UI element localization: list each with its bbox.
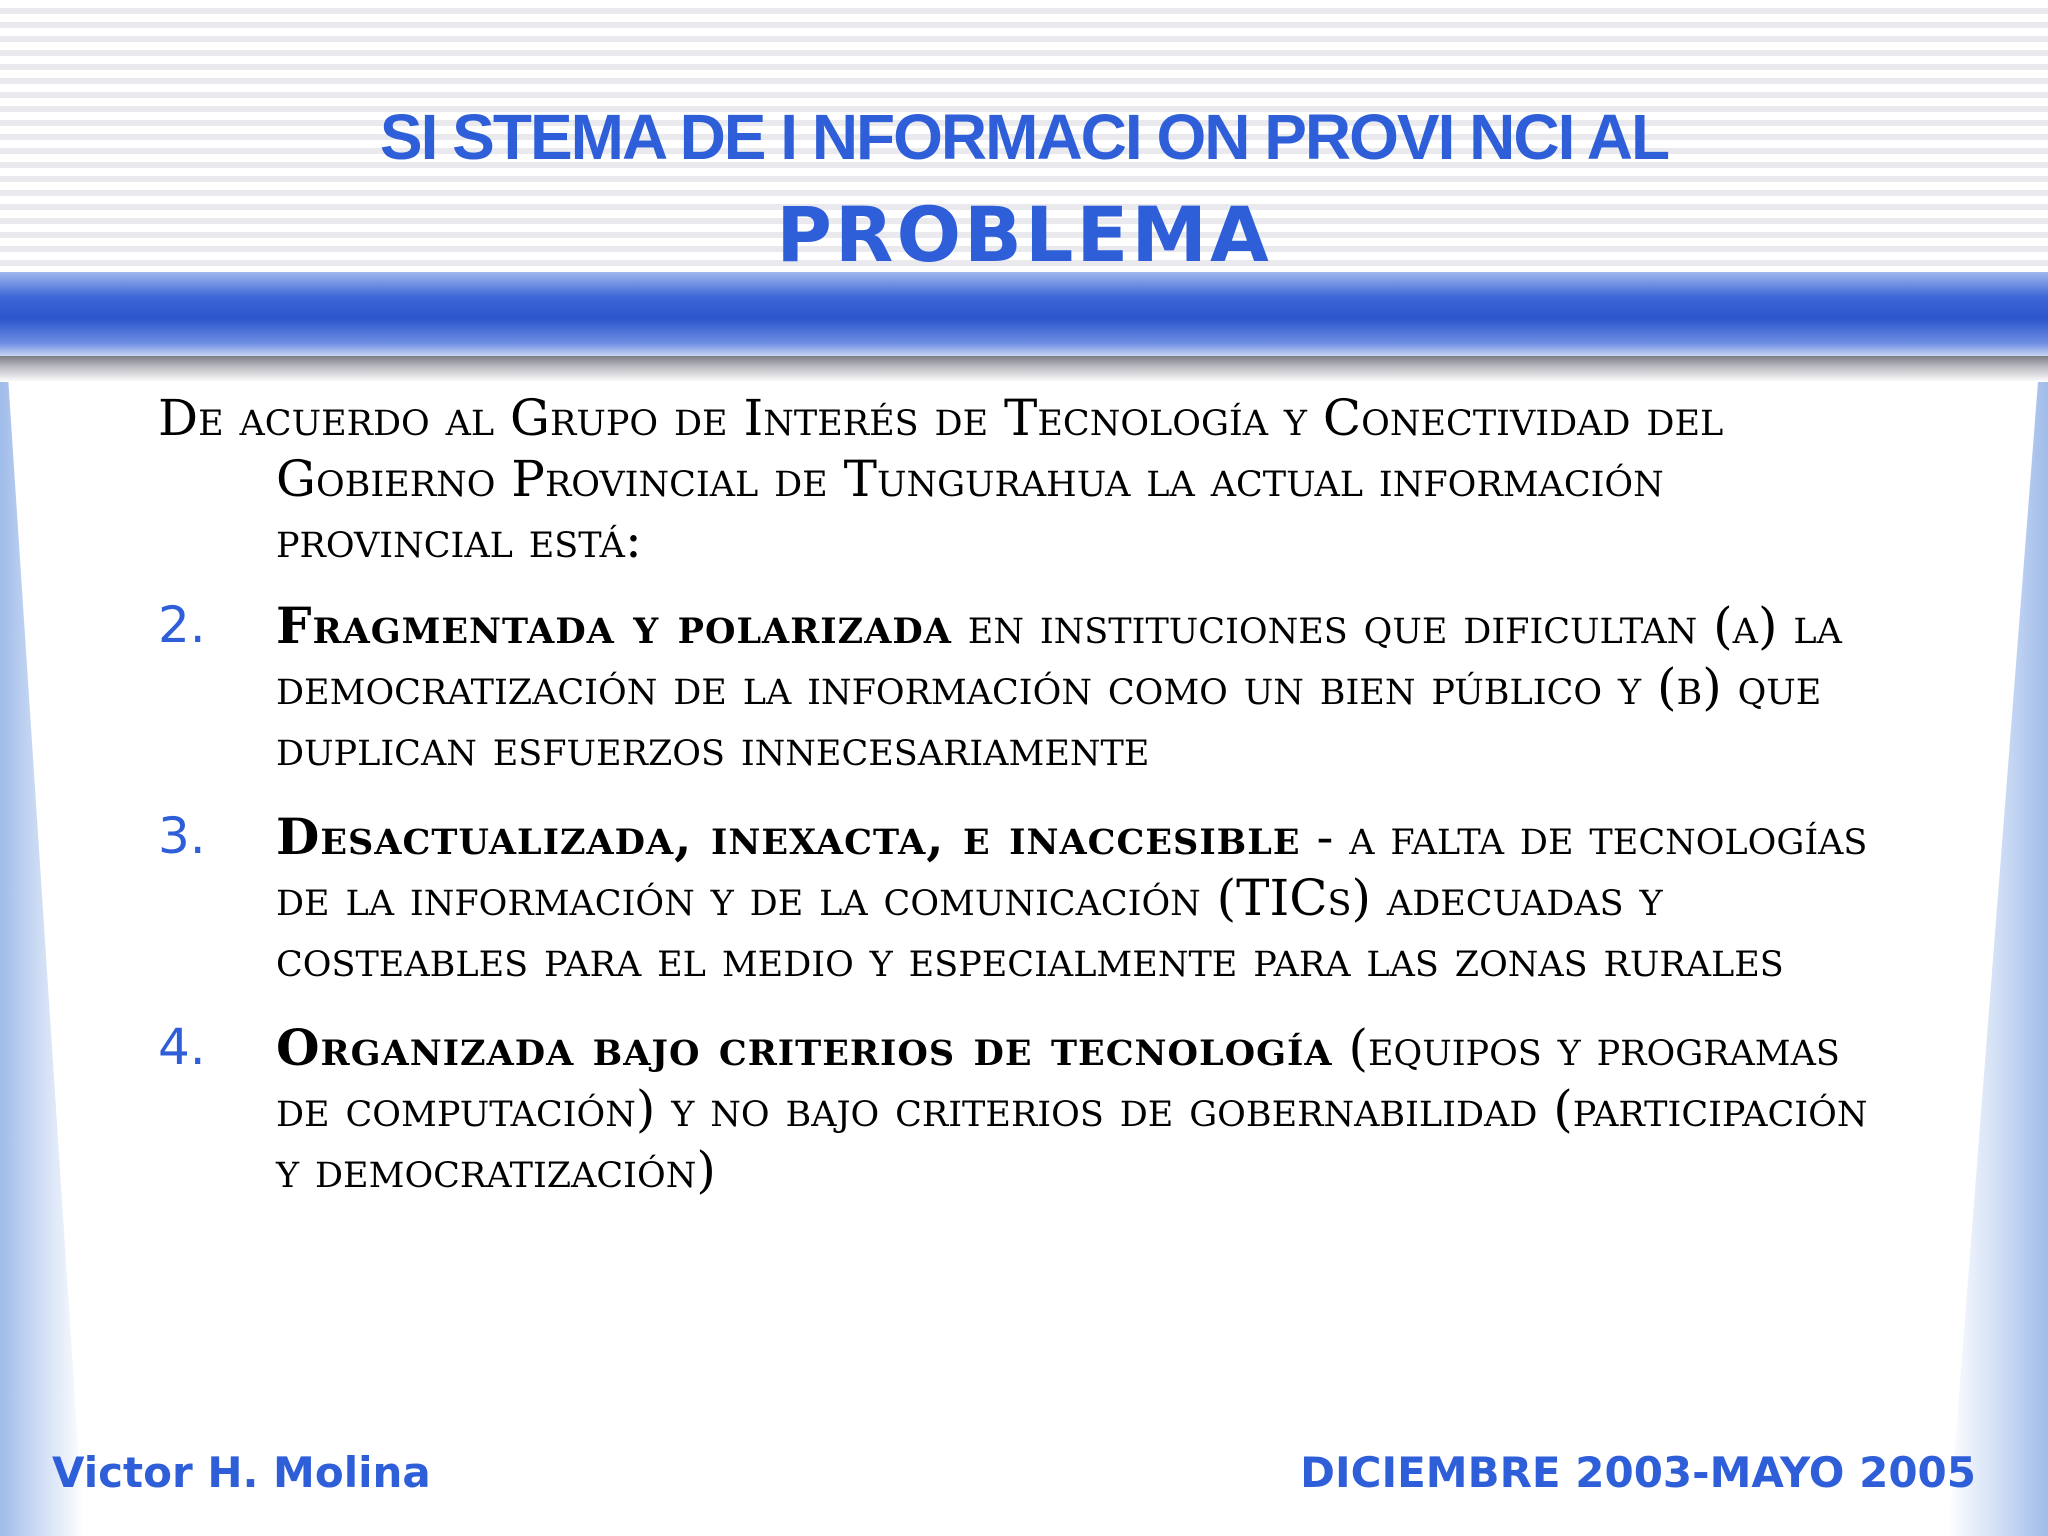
right-decorative-panel: [1948, 382, 2048, 1536]
left-decorative-panel: [0, 382, 84, 1536]
header-blue-bar: [0, 272, 2048, 356]
list-item: [158, 595, 1888, 779]
footer-author: Victor H. Molina: [52, 1448, 431, 1497]
list-item-number: 4.: [158, 1018, 206, 1076]
list-item-heading: Desactualizada, inexacta, e inaccesible: [276, 807, 1301, 866]
slide-subtitle: PROBLEMA: [776, 190, 1272, 279]
list-item-number: 2.: [158, 596, 206, 654]
list-item-number: 3.: [158, 807, 206, 865]
list-item: [158, 1017, 1888, 1201]
list-item-text: en instituciones que dificultan (a) la democratización de la información como un bien público y (b) que duplican esfuerzos innecesariamente: [276, 597, 1842, 777]
list-item-heading: Organizada bajo criterios de tecnología: [276, 1018, 1333, 1077]
slide-body: [158, 388, 1888, 1228]
list-item-text: (equipos y programas de computación) y no bajo criterios de gobernabilidad (participación y democratización): [276, 1019, 1868, 1199]
list-item-heading: Fragmentada y polarizada: [276, 596, 952, 655]
slide-title: SI STEMA DE I NFORMACI ON PROVI NCI AL: [379, 101, 1669, 173]
list-item-text: - a falta de tecnologías de la información y de la comunicación (TICs) adecuadas y costeables para el medio y especialmente para las zonas rurales: [276, 808, 1868, 988]
list-item: [158, 806, 1888, 990]
intro-paragraph: De acuerdo al Grupo de Interés de Tecnología y Conectividad del Gobierno Provincial de Tungurahua la actual información provincial está:: [158, 389, 1724, 569]
footer-date: DICIEMBRE 2003-MAYO 2005: [1300, 1448, 1976, 1497]
header-bar-shadow: [0, 356, 2048, 382]
